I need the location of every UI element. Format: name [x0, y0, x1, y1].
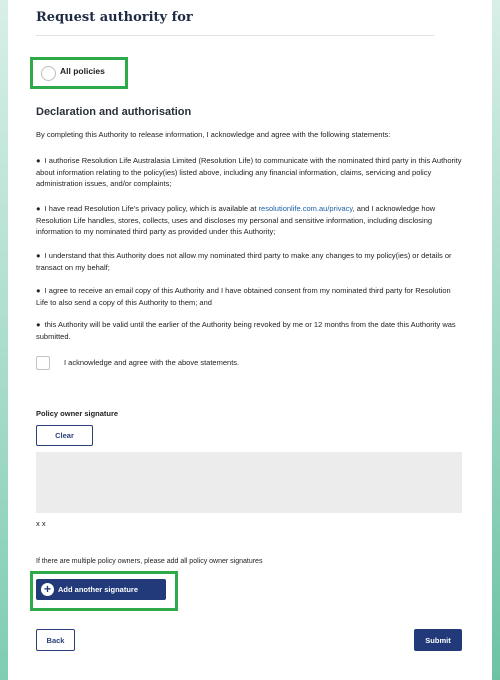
declaration-intro: By completing this Authority to release information, I acknowledge and agree with the following statements: — [36, 130, 391, 139]
privacy-policy-link[interactable]: resolutionlife.com.au/privacy — [258, 204, 353, 213]
plus-circle-icon: + — [41, 583, 54, 596]
all-policies-radio[interactable] — [41, 66, 56, 81]
form-card — [8, 0, 492, 680]
signature-initials: x x — [36, 519, 46, 528]
declaration-title: Declaration and authorisation — [36, 106, 192, 118]
background-right — [492, 0, 500, 680]
clear-button[interactable]: Clear — [36, 425, 93, 446]
statement-3 — [36, 250, 464, 273]
bullet-icon: ● — [36, 286, 41, 295]
bullet-icon: ● — [36, 251, 41, 260]
statement-2 — [36, 203, 464, 238]
bullet-icon: ● — [36, 320, 41, 329]
add-another-signature-button[interactable]: Add another signature — [36, 579, 166, 600]
statement-3-text: I understand that this Authority does not allow my nominated third party to make any changes to my policy(ies) or details or transact on my behalf; — [36, 251, 452, 272]
signature-label: Policy owner signature — [36, 409, 119, 418]
statement-1 — [36, 155, 464, 190]
statement-5 — [36, 319, 464, 342]
bullet-icon: ● — [36, 204, 41, 213]
statement-4-text: I agree to receive an email copy of this Authority and I have obtained consent from my nominated third party for Resolution Life to also send a copy of this Authority to them; and — [36, 286, 451, 307]
acknowledge-checkbox[interactable] — [36, 356, 50, 370]
submit-button[interactable]: Submit — [414, 629, 462, 651]
statement-2-text-after: , and I acknowledge how Resolution Life handles, stores, collects, uses and discloses my personal and sensitive information, including disclosing information to my nominated third party as provided under this Authority; — [36, 204, 436, 236]
statement-5-text: this Authority will be valid until the earlier of the Authority being revoked by me or 12 months from the date this Authority was submitted. — [36, 320, 456, 341]
statement-1-text: I authorise Resolution Life Australasia Limited (Resolution Life) to communicate with the nominated third party in this Authority about information relating to the policy(ies) listed above, including any financial information, claims, servicing and policy administration issues, and/or complaints; — [36, 156, 462, 188]
statement-4 — [36, 285, 464, 308]
back-button[interactable]: Back — [36, 629, 75, 651]
title-divider — [36, 35, 434, 36]
multiple-owners-note: If there are multiple policy owners, please add all policy owner signatures — [36, 558, 263, 565]
statement-2-text-before: I have read Resolution Life's privacy policy, which is available at — [44, 204, 259, 213]
page-title: Request authority for — [36, 10, 193, 25]
acknowledge-label: I acknowledge and agree with the above statements. — [64, 358, 240, 367]
signature-pad[interactable] — [36, 452, 462, 513]
all-policies-label: All policies — [60, 66, 105, 76]
bullet-icon: ● — [36, 156, 41, 165]
background-left — [0, 0, 8, 680]
